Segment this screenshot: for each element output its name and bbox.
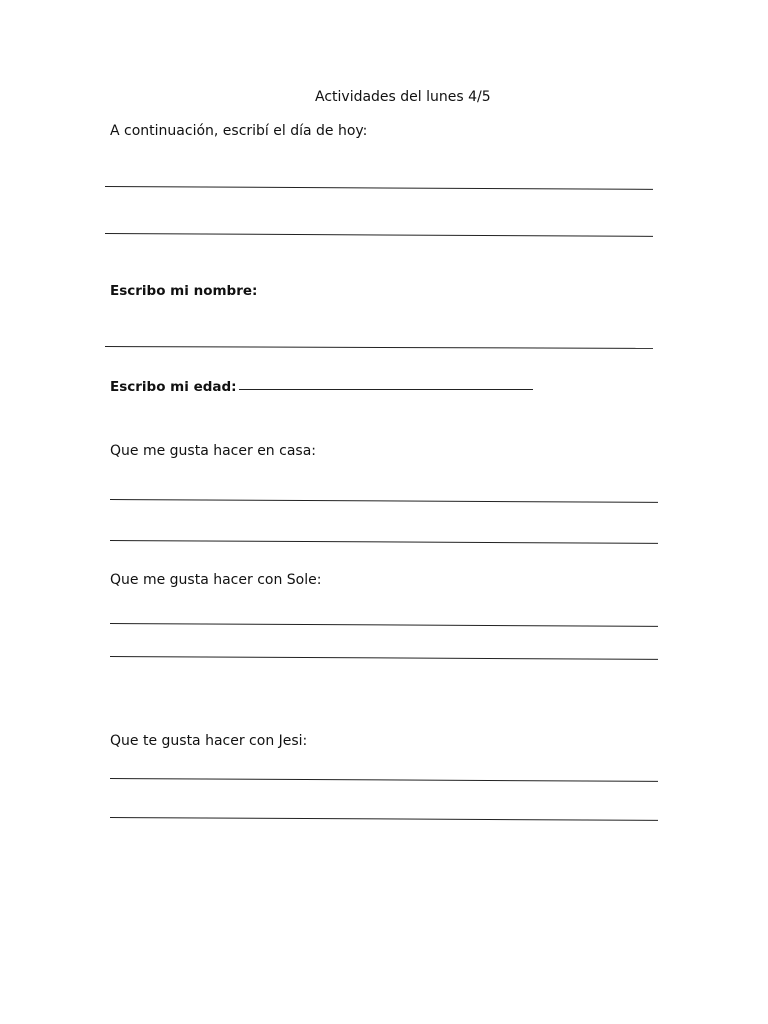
home-label: Que me gusta hacer en casa: bbox=[110, 443, 317, 459]
name-answer-line[interactable] bbox=[105, 346, 653, 349]
age-answer-line[interactable] bbox=[239, 389, 533, 390]
name-label: Escribo mi nombre: bbox=[110, 283, 258, 299]
jesi-label: Que te gusta hacer con Jesi: bbox=[110, 733, 308, 749]
instruction-text: A continuación, escribí el día de hoy: bbox=[110, 123, 368, 139]
answer-line[interactable] bbox=[105, 233, 653, 237]
sole-answer-line[interactable] bbox=[110, 623, 658, 627]
sole-answer-line[interactable] bbox=[110, 656, 658, 660]
page-title: Actividades del lunes 4/5 bbox=[315, 89, 491, 105]
jesi-answer-line[interactable] bbox=[110, 778, 658, 782]
sole-label: Que me gusta hacer con Sole: bbox=[110, 572, 322, 588]
age-label: Escribo mi edad: bbox=[110, 379, 237, 395]
home-answer-line[interactable] bbox=[110, 540, 658, 544]
answer-line[interactable] bbox=[105, 186, 653, 190]
home-answer-line[interactable] bbox=[110, 499, 658, 503]
jesi-answer-line[interactable] bbox=[110, 817, 658, 821]
